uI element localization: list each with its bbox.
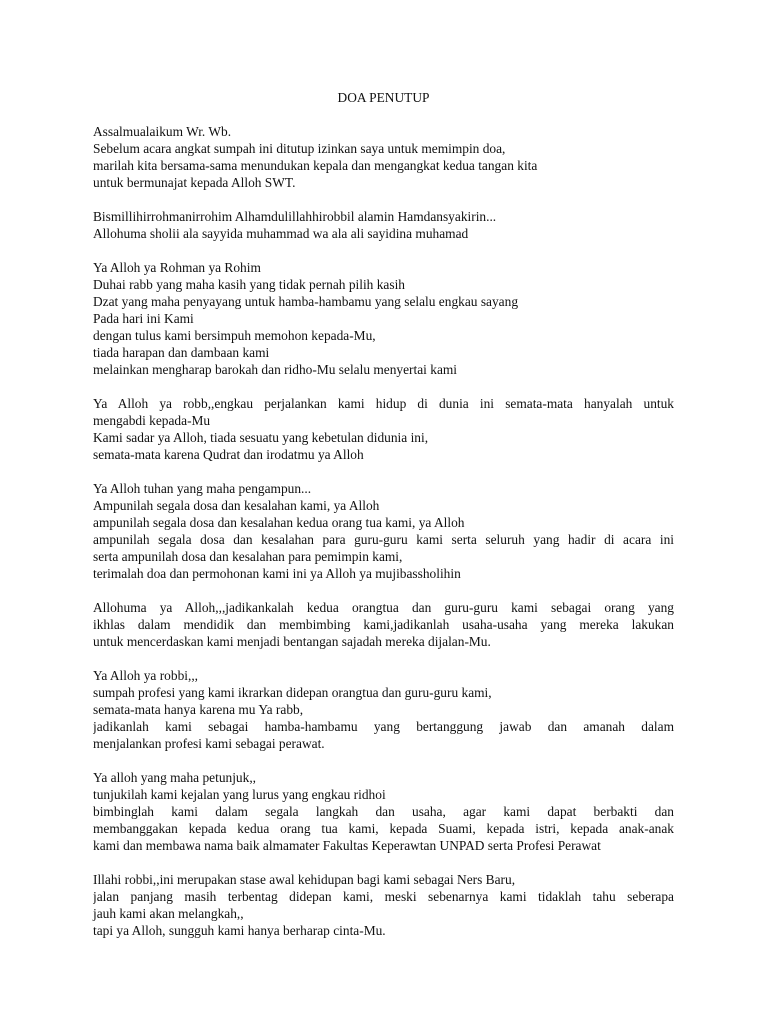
document-body <box>93 123 674 939</box>
document-title: DOA PENUTUP <box>337 90 430 105</box>
text-line: tunjukilah kami kejalan yang lurus yang engkau ridhoi <box>93 787 386 802</box>
paragraph <box>93 667 674 752</box>
paragraph <box>93 599 674 650</box>
text-line: untuk bermunajat kepada Alloh SWT. <box>93 175 296 190</box>
text-line: Ya Alloh ya robb,,engkau perjalankan kami hidup di dunia ini semata-mata hanyalah untuk <box>93 396 674 411</box>
text-line: Illahi robbi,,ini merupakan stase awal kehidupan bagi kami sebagai Ners Baru, <box>93 872 516 887</box>
paragraph <box>93 769 674 854</box>
paragraph <box>93 259 674 378</box>
text-line: semata-mata karena Qudrat dan irodatmu ya Alloh <box>93 447 364 462</box>
text-line: ampunilah segala dosa dan kesalahan para guru-guru kami serta seluruh yang hadir di acara ini <box>93 532 674 547</box>
text-line: tapi ya Alloh, sungguh kami hanya berharap cinta-Mu. <box>93 923 386 938</box>
text-line: marilah kita bersama-sama menundukan kepala dan mengangkat kedua tangan kita <box>93 158 538 173</box>
text-line: dengan tulus kami bersimpuh memohon kepada-Mu, <box>93 328 376 343</box>
text-line: kami dan membawa nama baik almamater Fakultas Keperawtan UNPAD serta Profesi Perawat <box>93 838 601 853</box>
text-line: Assalmualaikum Wr. Wb. <box>93 124 232 139</box>
text-line: Allohuma ya Alloh,,,jadikankalah kedua orangtua dan guru-guru kami sebagai orang yang <box>93 600 674 615</box>
text-line: Kami sadar ya Alloh, tiada sesuatu yang kebetulan didunia ini, <box>93 430 429 445</box>
paragraph <box>93 208 674 242</box>
document-page <box>93 89 674 956</box>
text-line: Ya Alloh ya robbi,,, <box>93 668 199 683</box>
text-line: semata-mata hanya karena mu Ya rabb, <box>93 702 304 717</box>
text-line: Dzat yang maha penyayang untuk hamba-hambamu yang selalu engkau sayang <box>93 294 519 309</box>
text-line: Ampunilah segala dosa dan kesalahan kami, ya Alloh <box>93 498 380 513</box>
text-line: Ya Alloh tuhan yang maha pengampun... <box>93 481 312 496</box>
text-line: Sebelum acara angkat sumpah ini ditutup izinkan saya untuk memimpin doa, <box>93 141 506 156</box>
text-line: jalan panjang masih terbentag didepan kami, meski sebenarnya kami tidaklah tahu seberapa <box>93 889 674 904</box>
text-line: jauh kami akan melangkah,, <box>93 906 244 921</box>
paragraph <box>93 480 674 582</box>
text-line: bimbinglah kami dalam segala langkah dan usaha, agar kami dapat berbakti dan <box>93 804 674 819</box>
text-line: untuk mencerdaskan kami menjadi bentangan sajadah mereka dijalan-Mu. <box>93 634 491 649</box>
text-line: melainkan mengharap barokah dan ridho-Mu selalu menyertai kami <box>93 362 458 377</box>
text-line: ampunilah segala dosa dan kesalahan kedua orang tua kami, ya Alloh <box>93 515 465 530</box>
text-line: Allohuma sholii ala sayyida muhammad wa ala ali sayidina muhamad <box>93 226 469 241</box>
text-line: Duhai rabb yang maha kasih yang tidak pernah pilih kasih <box>93 277 405 292</box>
text-line: serta ampunilah dosa dan kesalahan para pemimpin kami, <box>93 549 403 564</box>
text-line: mengabdi kepada-Mu <box>93 413 211 428</box>
text-line: Ya alloh yang maha petunjuk,, <box>93 770 257 785</box>
text-line: terimalah doa dan permohonan kami ini ya Alloh ya mujibassholihin <box>93 566 461 581</box>
text-line: sumpah profesi yang kami ikrarkan didepan orangtua dan guru-guru kami, <box>93 685 492 700</box>
text-line: Ya Alloh ya Rohman ya Rohim <box>93 260 261 275</box>
text-line: jadikanlah kami sebagai hamba-hambamu yang bertanggung jawab dan amanah dalam <box>93 719 674 734</box>
text-line: Bismillihirrohmanirrohim Alhamdulillahhirobbil alamin Hamdansyakirin... <box>93 209 497 224</box>
paragraph <box>93 871 674 939</box>
paragraph <box>93 395 674 463</box>
text-line: Pada hari ini Kami <box>93 311 194 326</box>
text-line: membanggakan kepada kedua orang tua kami, kepada Suami, kepada istri, kepada anak-anak <box>93 821 674 836</box>
text-line: ikhlas dalam mendidik dan membimbing kami,jadikanlah usaha-usaha yang mereka lakukan <box>93 617 674 632</box>
paragraph <box>93 123 674 191</box>
text-line: menjalankan profesi kami sebagai perawat. <box>93 736 325 751</box>
text-line: tiada harapan dan dambaan kami <box>93 345 270 360</box>
